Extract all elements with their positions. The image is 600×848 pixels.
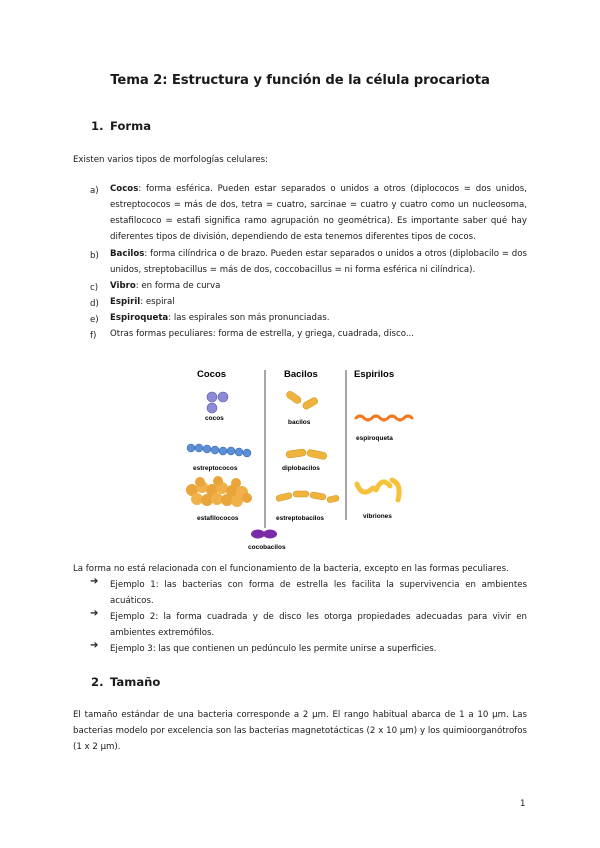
- figure-label-cocobacilos: cocobacilos: [248, 544, 286, 551]
- arrow-icon: ➔: [90, 576, 99, 587]
- coccus-shape: [207, 392, 228, 413]
- figure-label-estreptococos: estreptococos: [193, 465, 238, 472]
- list-text-bacilos: : forma cilíndrica o de brazo. Pueden estar separados o unidos a otros (diplobacilo = dos unidos, streptobacillus = más de dos, coccobacillus = ni forma esférica ni cilíndrica).: [110, 249, 527, 275]
- figure-label-bacilos: bacilos: [288, 419, 311, 426]
- list-marker-c: c): [90, 283, 99, 293]
- figure-label-cocos: cocos: [205, 415, 224, 422]
- figure-caption-text: La forma no está relacionada con el funcionamiento de la bacteria, excepto en las formas peculiares.: [73, 564, 509, 574]
- figure-label-espiroqueta: espiroqueta: [356, 435, 393, 442]
- staphylococcus-shape: [186, 476, 252, 507]
- section-1-heading: Forma: [110, 119, 152, 133]
- figure-label-diplobacilos: diplobacilos: [282, 465, 320, 472]
- section-2-heading: Tamaño: [110, 675, 161, 689]
- arrow-icon: ➔: [90, 608, 99, 619]
- section-2-text: El tamaño estándar de una bacteria corresponde a 2 µm. El rango habitual abarca de 1 a 10 µm. Las bacterias modelo por excelencia son las bacterias magnetotácticas (2 x 10 µm) y los quimioorganótrofos (1 x 2 µm).: [73, 710, 527, 752]
- figure-col-espirilos: Espirilos: [354, 369, 395, 380]
- list-text-cocos: : forma esférica. Pueden estar separados o unidos a otros (diplococos = dos unidos, estreptococos = más de dos, tetra = cuatro, sarcinae = cuatro y cuatro como un nucleosoma, estafilococo = estafi significa ramo agrupación no geométrica). Es importante saber qué hay diferentes tipos de división, dependiendo de esta tenemos diferentes tipos de cocos.: [110, 184, 527, 242]
- vibrio-shape: [357, 480, 399, 500]
- figure-col-bacilos: Bacilos: [284, 369, 318, 380]
- list-text-vibro: : en forma de curva: [135, 281, 221, 291]
- example-2: Ejemplo 2: la forma cuadrada y de disco les otorga propiedades adecuadas para vivir en ambientes extremófilos.: [110, 612, 527, 638]
- streptobacillus-shape: [275, 491, 339, 503]
- list-item-espiril: [110, 294, 527, 310]
- list-text-otras: Otras formas peculiares: forma de estrella, y griega, cuadrada, disco...: [110, 329, 415, 339]
- diplobacillus-shape: [286, 449, 328, 460]
- term-vibro: Vibro: [110, 281, 136, 291]
- list-item-bacilos: [110, 246, 527, 278]
- page-number: 1: [520, 799, 526, 809]
- section-1-number: 1.: [91, 119, 104, 133]
- figure-label-estafilococos: estafilococos: [197, 515, 239, 522]
- section-2-number: 2.: [91, 675, 104, 689]
- list-item-otras: [110, 326, 527, 342]
- list-marker-d: d): [90, 299, 99, 309]
- term-espiroqueta: Espiroqueta: [110, 313, 169, 323]
- example-1: Ejemplo 1: las bacterias con forma de estrella les facilita la supervivencia en ambientes acuáticos.: [110, 580, 527, 606]
- figure-col-cocos: Cocos: [197, 369, 227, 380]
- arrow-icon: ➔: [90, 640, 99, 651]
- list-marker-f: f): [90, 331, 97, 341]
- list-item-vibro: [110, 278, 527, 294]
- list-marker-b: b): [90, 251, 99, 261]
- morphology-figure: [170, 360, 430, 555]
- spirochete-shape: [356, 416, 412, 420]
- list-item-espiroqueta: [110, 310, 527, 326]
- list-item-cocos: [110, 181, 527, 245]
- list-text-espiroqueta: : las espirales son más pronunciadas.: [168, 313, 330, 323]
- section-1-intro: Existen varios tipos de morfologías celulares:: [73, 155, 269, 165]
- streptococcus-shape: [187, 444, 251, 457]
- figure-label-estreptobacilos: estreptobacilos: [276, 515, 325, 522]
- bacillus-shape: [285, 390, 319, 411]
- list-text-espiril: : espiral: [140, 297, 175, 307]
- coccobacillus-shape: [251, 530, 277, 539]
- list-marker-a: a): [90, 186, 99, 196]
- list-marker-e: e): [90, 315, 99, 325]
- term-espiril: Espiril: [110, 297, 141, 307]
- example-3: Ejemplo 3: las que contienen un pedúnculo les permite unirse a superficies.: [110, 644, 437, 654]
- page-title: Tema 2: Estructura y función de la célula procariota: [110, 73, 490, 88]
- term-cocos: Cocos: [110, 184, 139, 194]
- figure-label-vibriones: vibriones: [363, 513, 392, 520]
- term-bacilos: Bacilos: [110, 249, 145, 259]
